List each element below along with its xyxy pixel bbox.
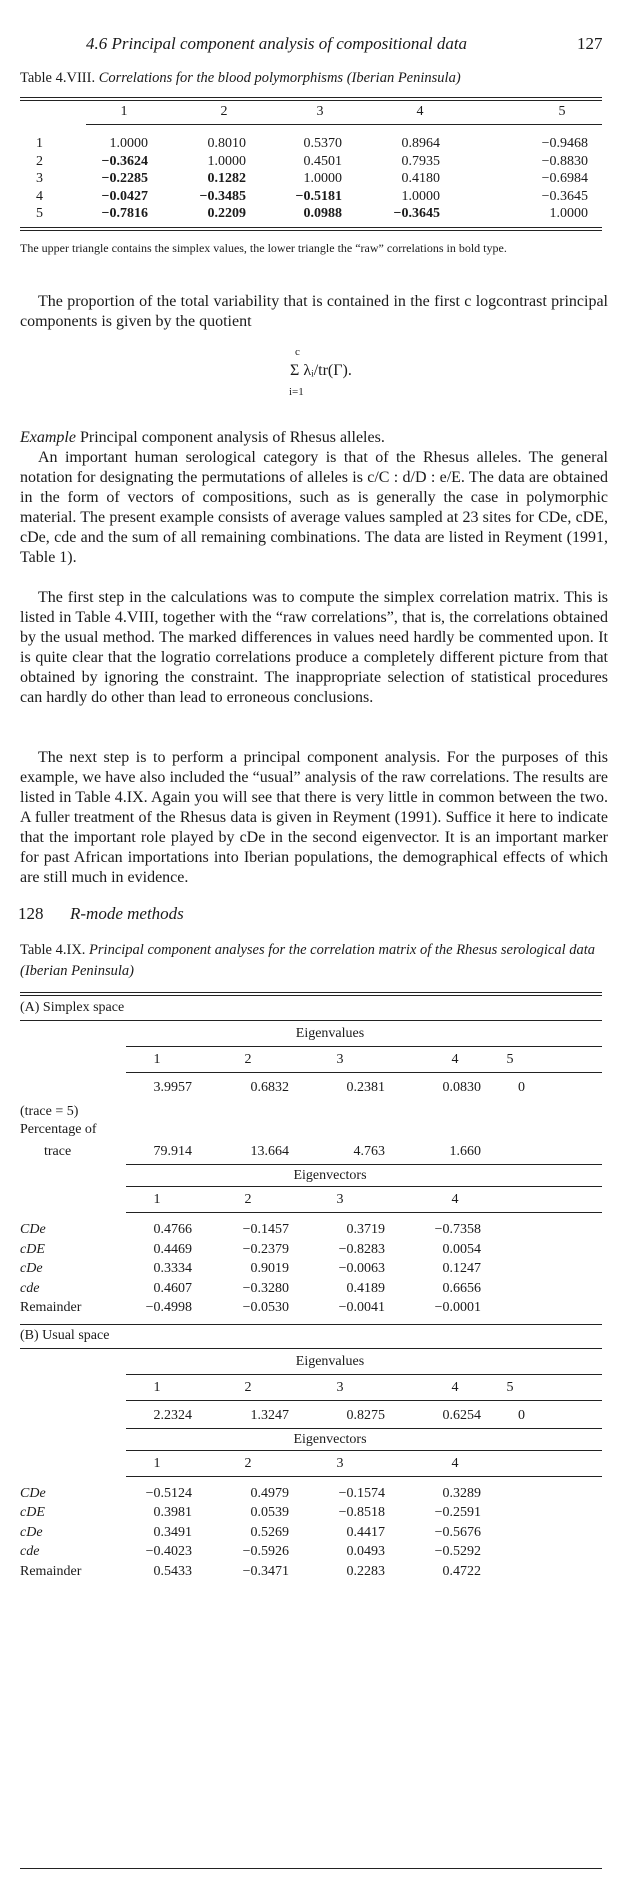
- eigenvalue-column: 4: [451, 1379, 459, 1395]
- row-label: 3: [36, 171, 43, 186]
- eigenvector-cell: −0.1457: [242, 1222, 289, 1237]
- eigenvector-cell: 0.5269: [250, 1524, 289, 1540]
- eigenvector-cell: 0.3719: [346, 1222, 385, 1237]
- eigenvector-cell: −0.4998: [145, 1300, 192, 1315]
- column-header: 2: [220, 104, 228, 119]
- equation-upper-limit: c: [295, 346, 300, 358]
- eigenvalue-cell: 2.2324: [153, 1407, 192, 1423]
- eigenvector-cell: −0.5926: [242, 1544, 289, 1559]
- eigenvector-column: 4: [451, 1455, 459, 1471]
- correlation-cell: −0.3645: [541, 188, 588, 204]
- eigenvector-row-label: cde: [20, 1544, 40, 1559]
- eigenvector-cell: −0.8518: [338, 1505, 385, 1520]
- percentage-cell: 79.914: [153, 1144, 192, 1159]
- correlation-cell: 1.0000: [401, 188, 440, 204]
- eigenvector-cell: −0.2591: [434, 1505, 481, 1520]
- eigenvectors-header-rule: [126, 1476, 602, 1477]
- example-heading: [20, 428, 608, 448]
- eigenvector-row-label: cDE: [20, 1505, 45, 1520]
- percentage-cell: 13.664: [250, 1144, 289, 1159]
- eigenvector-cell: 0.4722: [442, 1563, 481, 1579]
- running-header-section: 4.6 Principal component analysis of compositional data: [86, 34, 468, 53]
- eigenvector-row-label: cDe: [20, 1261, 43, 1276]
- eigenvalue-column: 4: [451, 1052, 459, 1067]
- eigenvector-row-label: cDE: [20, 1241, 45, 1257]
- eigenvector-row-label: cDe: [20, 1524, 43, 1540]
- eigenvector-cell: 0.2283: [346, 1563, 385, 1579]
- table-rule-bottom-2: [20, 230, 602, 231]
- column-header: 5: [558, 104, 566, 119]
- header-rule: [86, 124, 602, 125]
- eigenvector-cell: −0.1574: [338, 1485, 385, 1501]
- table9-rule-top: [20, 992, 602, 993]
- eigenvector-cell: −0.2379: [242, 1241, 289, 1257]
- table-caption-2: [20, 940, 610, 982]
- eigenvector-cell: 0.4979: [250, 1485, 289, 1501]
- eigenvector-cell: 0.4189: [346, 1280, 385, 1296]
- section-divider: [20, 1324, 602, 1325]
- eigenvector-cell: −0.4023: [145, 1544, 192, 1559]
- eigenvalue-cell: 3.9957: [153, 1080, 192, 1095]
- section-title: (B) Usual space: [20, 1327, 110, 1343]
- example-title: Principal component analysis of Rhesus alleles.: [79, 429, 385, 446]
- eigenvector-column: 3: [336, 1192, 344, 1207]
- eigenvector-cell: −0.3280: [242, 1280, 289, 1296]
- eigenvector-cell: −0.5124: [145, 1485, 192, 1501]
- eigenvector-row-label: CDe: [20, 1485, 46, 1501]
- example-label: Example: [20, 429, 76, 446]
- percentage-cell: 1.660: [449, 1144, 481, 1159]
- correlation-cell: 0.4180: [401, 171, 440, 186]
- eigenvector-column: 2: [244, 1192, 252, 1207]
- correlation-cell: −0.7816: [101, 206, 148, 221]
- paragraph-next-step: The next step is to perform a principal component analysis. For the purposes of this example, we have also included the “usual” analysis of the raw correlations. The results are listed in Table 4.IX. Again you will see that there is very little in common between the two. A fuller treatment of the Rhesus data is given in Reyment (1991). Suffice it here to indicate that the important role played by cDe in the second eigenvector. It is an important marker for past African importations into Iberian populations, the demographical effects of which are still much in evidence.: [20, 749, 608, 886]
- eigenvectors-rule-2: [126, 1450, 602, 1451]
- table-title: Correlations for the blood polymorphisms (Iberian Peninsula): [98, 70, 461, 86]
- correlation-cell: 0.4501: [303, 153, 342, 169]
- table-label-2: Table 4.IX.: [20, 942, 86, 958]
- paragraph-proportion: The proportion of the total variability that is contained in the first c logcontrast principal components is given by the quotient: [20, 293, 608, 330]
- eigenvector-cell: 0.4766: [153, 1222, 192, 1237]
- correlation-cell: −0.3645: [393, 206, 440, 221]
- correlation-cell: −0.9468: [541, 136, 588, 151]
- eigenvectors-rule: [126, 1428, 602, 1429]
- eigenvalues-header-rule: [126, 1400, 602, 1401]
- eigenvectors-heading: Eigenvectors: [293, 1431, 367, 1447]
- eigenvalue-column: 3: [336, 1379, 344, 1395]
- correlation-cell: 0.2209: [207, 206, 246, 221]
- eigenvalue-cell: 0.2381: [346, 1080, 385, 1095]
- eigenvalue-column: 1: [153, 1379, 161, 1395]
- row-label: 5: [36, 206, 43, 221]
- row-label: 1: [36, 136, 43, 151]
- eigenvectors-rule-2: [126, 1186, 602, 1187]
- correlation-cell: 0.5370: [303, 136, 342, 151]
- eigenvalue-cell: 0.8275: [346, 1407, 385, 1423]
- section-rule: [20, 1020, 602, 1021]
- table-title-2: Principal component analyses for the correlation matrix of the Rhesus serological data (Iberian Peninsula): [20, 942, 596, 979]
- eigenvector-column: 2: [244, 1455, 252, 1471]
- eigenvector-cell: 0.3289: [442, 1485, 481, 1501]
- eigenvector-cell: 0.0054: [442, 1241, 481, 1257]
- correlation-cell: 1.0000: [303, 171, 342, 186]
- eigenvector-cell: 0.6656: [442, 1280, 481, 1296]
- column-header: 3: [316, 104, 324, 119]
- eigenvalue-column: 2: [244, 1379, 252, 1395]
- running-header-section-2: R-mode methods: [70, 904, 184, 923]
- eigenvector-cell: −0.0041: [338, 1300, 385, 1315]
- eigenvalue-column: 3: [336, 1052, 344, 1067]
- eigenvalues-rule: [126, 1046, 602, 1047]
- eigenvector-row-label: Remainder: [20, 1563, 82, 1579]
- table9-rule-bottom: [20, 1868, 602, 1869]
- eigenvector-cell: −0.8283: [338, 1241, 385, 1257]
- eigenvectors-rule: [126, 1164, 602, 1165]
- eigenvalue-cell: 0: [518, 1407, 525, 1423]
- table-rule-top-2: [20, 100, 602, 101]
- correlation-cell: 0.8010: [207, 136, 246, 151]
- eigenvector-cell: −0.5676: [434, 1524, 481, 1540]
- correlation-cell: −0.3485: [199, 188, 246, 204]
- eigenvalues-heading: Eigenvalues: [295, 1353, 365, 1369]
- eigenvector-cell: −0.3471: [242, 1563, 289, 1579]
- correlation-cell: 0.7935: [401, 153, 440, 169]
- eigenvector-cell: 0.9019: [250, 1261, 289, 1276]
- correlation-cell: 0.1282: [207, 171, 246, 186]
- table-rule-top: [20, 97, 602, 98]
- equation: Σ λᵢ/tr(Γ).: [290, 362, 352, 379]
- correlation-cell: 1.0000: [109, 136, 148, 151]
- table-rule-bottom: [20, 227, 602, 228]
- equation-lower-limit: i=1: [289, 386, 304, 398]
- eigenvector-cell: 0.1247: [442, 1261, 481, 1276]
- table9-rule-top-2: [20, 995, 602, 996]
- page-number-2: 128: [18, 904, 44, 923]
- eigenvector-cell: 0.4607: [153, 1280, 192, 1296]
- percentage-cell: 4.763: [353, 1144, 385, 1159]
- eigenvector-cell: −0.0063: [338, 1261, 385, 1276]
- row-label: 2: [36, 153, 43, 169]
- eigenvector-column: 1: [153, 1455, 161, 1471]
- percentage-label: Percentage of: [20, 1122, 97, 1137]
- table-note: The upper triangle contains the simplex values, the lower triangle the “raw” correlations in bold type.: [20, 241, 507, 255]
- column-header: 1: [120, 104, 128, 119]
- table-label: Table 4.VIII.: [20, 70, 96, 86]
- eigenvector-cell: −0.7358: [434, 1222, 481, 1237]
- eigenvalue-column: 2: [244, 1052, 252, 1067]
- eigenvalue-cell: 0.6832: [250, 1080, 289, 1095]
- paragraph-first-step: The first step in the calculations was to compute the simplex correlation matrix. This is listed in Table 4.VIII, together with the “raw correlations”, that is, the correlations obtained by the usual method. The marked differences in values need hardly be commented upon. It is quite clear that the logratio correlations produce a completely different picture from that obtained by ignoring the constraint. The inappropriate selection of statistical procedures can hardly do other than lead to erroneous conclusions.: [20, 589, 608, 706]
- eigenvalue-cell: 0: [518, 1080, 525, 1095]
- eigenvector-cell: 0.5433: [153, 1563, 192, 1579]
- trace-label: (trace = 5): [20, 1104, 79, 1119]
- correlation-cell: −0.5181: [295, 188, 342, 204]
- eigenvalues-rule: [126, 1374, 602, 1375]
- eigenvalues-header-rule: [126, 1072, 602, 1073]
- percentage-label-2: trace: [44, 1144, 72, 1159]
- paragraph-rhesus: An important human serological category is that of the Rhesus alleles. The general notation for designating the permutations of alleles is c/C : d/D : e/E. The data are obtained in the form of vectors of compositions, such as is generally the case in polymorphic material. The present example consists of average values sampled at 23 sites for CDe, cDE, cDe, cde and the sum of all remaining combinations. The data are listed in Reyment (1991, Table 1).: [20, 449, 608, 566]
- eigenvector-column: 4: [451, 1192, 459, 1207]
- page-number: 127: [577, 34, 603, 53]
- eigenvector-row-label: Remainder: [20, 1300, 82, 1315]
- correlation-cell: 1.0000: [549, 206, 588, 221]
- eigenvalue-cell: 1.3247: [250, 1407, 289, 1423]
- correlation-cell: −0.8830: [541, 153, 588, 169]
- eigenvector-cell: −0.0001: [434, 1300, 481, 1315]
- correlation-cell: −0.3624: [101, 153, 148, 169]
- row-label: 4: [36, 188, 43, 204]
- column-header: 4: [416, 104, 424, 119]
- eigenvector-cell: −0.5292: [434, 1544, 481, 1559]
- table-caption: [20, 68, 610, 89]
- eigenvalue-column: 5: [506, 1052, 514, 1067]
- eigenvectors-heading: Eigenvectors: [293, 1168, 367, 1183]
- eigenvector-cell: 0.0493: [346, 1544, 385, 1559]
- eigenvalue-column: 5: [506, 1379, 514, 1395]
- eigenvalue-cell: 0.6254: [442, 1407, 481, 1423]
- correlation-cell: −0.2285: [101, 171, 148, 186]
- eigenvectors-header-rule: [126, 1212, 602, 1213]
- eigenvector-cell: 0.3334: [153, 1261, 192, 1276]
- eigenvector-column: 3: [336, 1455, 344, 1471]
- correlation-cell: 1.0000: [207, 153, 246, 169]
- eigenvector-cell: 0.3981: [153, 1505, 192, 1520]
- eigenvector-column: 1: [153, 1192, 161, 1207]
- correlation-cell: −0.0427: [101, 188, 148, 204]
- correlation-cell: −0.6984: [541, 171, 588, 186]
- eigenvector-row-label: CDe: [20, 1222, 46, 1237]
- section-rule: [20, 1348, 602, 1349]
- eigenvalue-cell: 0.0830: [442, 1080, 481, 1095]
- eigenvector-row-label: cde: [20, 1280, 40, 1296]
- eigenvector-cell: 0.4469: [153, 1241, 192, 1257]
- eigenvalues-heading: Eigenvalues: [295, 1026, 365, 1041]
- eigenvector-cell: −0.0530: [242, 1300, 289, 1315]
- correlation-cell: 0.8964: [401, 136, 440, 151]
- correlation-cell: 0.0988: [303, 206, 342, 221]
- eigenvector-cell: 0.4417: [346, 1524, 385, 1540]
- eigenvalue-column: 1: [153, 1052, 161, 1067]
- eigenvector-cell: 0.0539: [250, 1505, 289, 1520]
- section-title: (A) Simplex space: [20, 1000, 125, 1015]
- eigenvector-cell: 0.3491: [153, 1524, 192, 1540]
